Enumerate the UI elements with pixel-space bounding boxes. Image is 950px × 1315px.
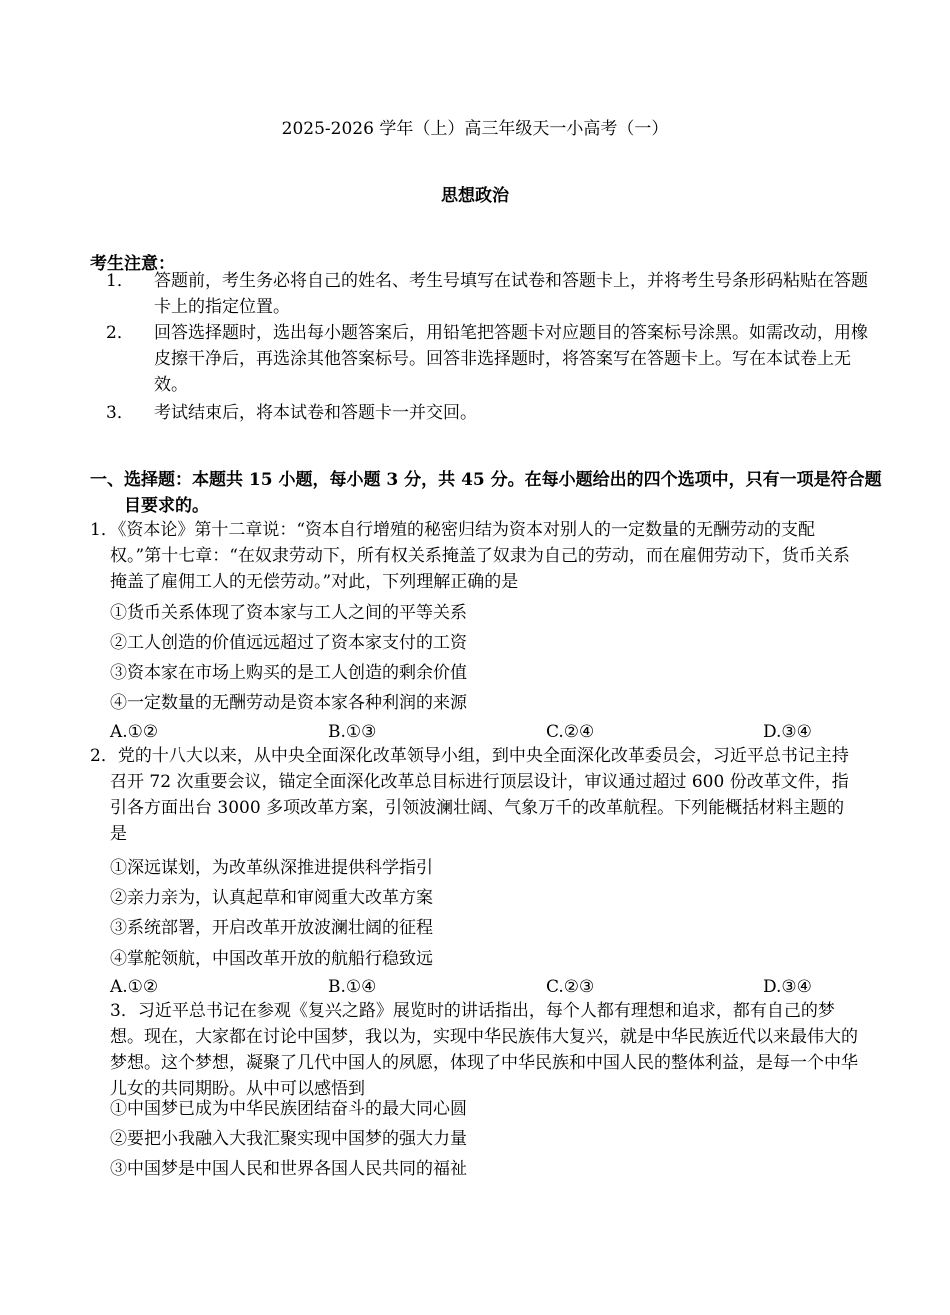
question-3-option-1: ①中国梦已成为中华民族团结奋斗的最大同心圆 bbox=[110, 1099, 467, 1119]
question-3-option-2: ②要把小我融入大我汇聚实现中国梦的强大力量 bbox=[110, 1129, 467, 1149]
notice-item-text: 回答选择题时，选出每小题答案后，用铅笔把答题卡对应题目的答案标号涂黑。如需改动，用橡皮擦干净后，再选涂其他答案标号。回答非选择题时，将答案写在答题卡上。写在本试卷上无效。 bbox=[154, 323, 868, 395]
exam-title: 2025-2026 学年（上）高三年级天一小高考（一） bbox=[281, 119, 669, 139]
choice-b: B.①③ bbox=[328, 722, 377, 742]
choice-a: A.①② bbox=[110, 977, 159, 997]
question-2-option-4: ④掌舵领航，中国改革开放的航船行稳致远 bbox=[110, 949, 433, 969]
notice-item-3 bbox=[106, 400, 882, 426]
subject-title: 思想政治 bbox=[441, 186, 509, 206]
notice-item-number: 1． bbox=[106, 271, 134, 291]
question-3-option-3: ③中国梦是中国人民和世界各国人民共同的福祉 bbox=[110, 1159, 467, 1179]
choice-a: A.①② bbox=[110, 722, 159, 742]
notice-item-1 bbox=[106, 268, 882, 320]
notice-item-2 bbox=[106, 320, 882, 398]
notice-item-text: 答题前，考生务必将自己的姓名、考生号填写在试卷和答题卡上，并将考生号条形码粘贴在答题卡上的指定位置。 bbox=[154, 271, 868, 317]
notice-heading: 考生注意： bbox=[90, 254, 175, 274]
question-1-stem: 1．《资本论》第十二章说：“资本自行增殖的秘密归结为资本对别人的一定数量的无酬劳动的支配权。”第十七章：“在奴隶劳动下，所有权关系掩盖了奴隶为自己的劳动，而在雇佣劳动下，货币关系掩盖了雇佣工人的无偿劳动。”对此，下列理解正确的是 bbox=[90, 520, 850, 592]
notice-item-number: 3． bbox=[106, 403, 134, 423]
question-3-stem: 3．习近平总书记在参观《复兴之路》展览时的讲话指出，每个人都有理想和追求，都有自己的梦想。现在，大家都在讨论中国梦，我以为，实现中华民族伟大复兴，就是中华民族近代以来最伟大的梦想。这个梦想，凝聚了几代中国人的夙愿，体现了中华民族和中国人民的整体利益，是每一个中华儿女的共同期盼。从中可以感悟到 bbox=[110, 1001, 858, 1099]
question-2-option-3: ③系统部署，开启改革开放波澜壮阔的征程 bbox=[110, 918, 433, 938]
question-1-option-1: ①货币关系体现了资本家与工人之间的平等关系 bbox=[110, 603, 467, 623]
question-2-stem: 2．党的十八大以来，从中央全面深化改革领导小组，到中央全面深化改革委员会，习近平总书记主持召开 72 次重要会议，锚定全面深化改革总目标进行顶层设计，审议通过超过 600 份改革文件，指引各方面出台 3000 多项改革方案，引领波澜壮阔、气象万千的改革航程。下列能概括材料主题的是 bbox=[90, 746, 849, 844]
choice-d: D.③④ bbox=[763, 722, 812, 742]
question-2-option-2: ②亲力亲为，认真起草和审阅重大改革方案 bbox=[110, 888, 433, 908]
choice-c: C.②④ bbox=[546, 722, 595, 742]
choice-d: D.③④ bbox=[763, 977, 812, 997]
question-1-option-4: ④一定数量的无酬劳动是资本家各种利润的来源 bbox=[110, 693, 467, 713]
choice-c: C.②③ bbox=[546, 977, 595, 997]
question-2-option-1: ①深远谋划，为改革纵深推进提供科学指引 bbox=[110, 858, 433, 878]
choice-b: B.①④ bbox=[328, 977, 377, 997]
question-1-option-2: ②工人创造的价值远远超过了资本家支付的工资 bbox=[110, 633, 467, 653]
question-1-option-3: ③资本家在市场上购买的是工人创造的剩余价值 bbox=[110, 663, 467, 683]
notice-item-number: 2． bbox=[106, 323, 134, 343]
section-heading: 一、选择题：本题共 15 小题，每小题 3 分，共 45 分。在每小题给出的四个选项中，只有一项是符合题目要求的。 bbox=[90, 470, 882, 516]
notice-item-text: 考试结束后，将本试卷和答题卡一并交回。 bbox=[154, 403, 477, 423]
